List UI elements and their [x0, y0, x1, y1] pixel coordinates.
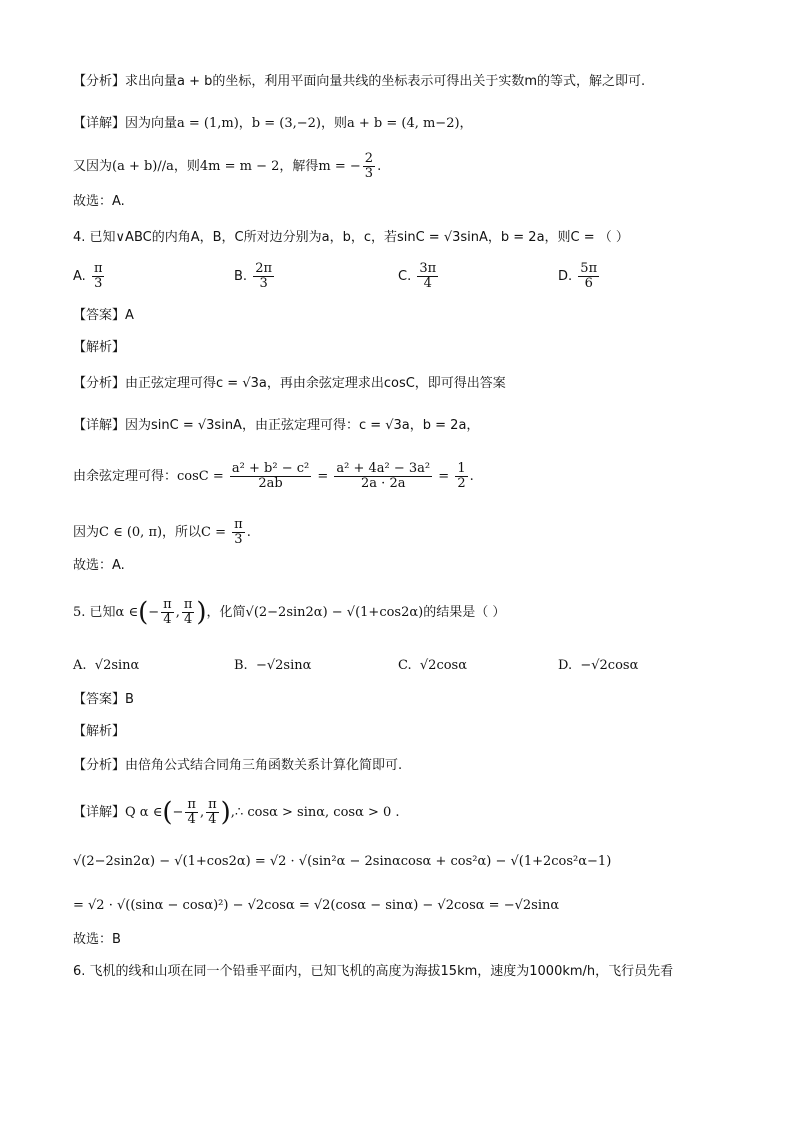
- q5-work-line2: = √2 · √((sinα − cosα)²) − √2cosα = √2(cosα − sinα) − √2cosα = −√2sinα: [73, 898, 560, 913]
- q5-explanation-tag: 【解析】: [73, 724, 126, 739]
- q5-stem-frac-2: [182, 598, 195, 627]
- frac-den: 4: [417, 276, 438, 291]
- q4-choose: 故选：A.: [73, 558, 125, 573]
- frac-den: 3: [92, 276, 105, 291]
- q4-analysis: [73, 374, 506, 394]
- option-expr: √2cosα: [419, 658, 468, 673]
- cos-fraction-3: [455, 462, 467, 491]
- frac-den: 6: [578, 276, 599, 291]
- frac-den: 3: [253, 276, 274, 291]
- q5-work-line1: √(2−2sin2α) − √(1+cos2α) = √2 · √(sin²α − 2sinαcosα + cos²α) − √(1+2cos²α−1): [73, 854, 612, 869]
- q4-explanation-tag: 【解析】: [73, 340, 126, 355]
- frac-num: π: [93, 261, 103, 276]
- detail-tag: 【详解】: [73, 805, 126, 820]
- frac-num: 2: [364, 151, 374, 166]
- q5-stem-prefix: 5. 已知α ∈: [73, 605, 139, 620]
- option-label: D.: [558, 658, 573, 673]
- frac-den: 4: [183, 612, 193, 627]
- q3-detail-text: 因为向量a = (1,m)，b = (3,−2)，则a + b = (4, m−2)，: [125, 116, 473, 131]
- q5-stem-suffix: ，化简√(2−2sin2α) − √(1+cos2α)的结果是（ ）: [206, 605, 506, 620]
- option-label: D.: [558, 269, 573, 284]
- option-fraction: [417, 262, 438, 291]
- q4-cosine-line: 由余弦定理可得：cosC = $\frac{\text{a² + b² − c²}}{2ab}$ = $\frac{\text{a² + 4a² − 3a²}}{2a \cdot 2a}$ = $\frac{1}{2}$ .: [73, 461, 474, 491]
- frac-den: 4: [208, 812, 217, 827]
- q3-collinear-text: 又因为(a + b)//a，则4m = m − 2，解得m = −: [73, 159, 361, 174]
- q3-m-fraction: [363, 152, 375, 181]
- q4-option-c: [398, 262, 440, 291]
- q3-analysis-text: 求出向量a + b的坐标，利用平面向量共线的坐标表示可得出关于实数m的等式，解之即可.: [125, 74, 646, 89]
- q5-detail-frac-2: [206, 798, 219, 827]
- frac-num: π: [187, 797, 196, 812]
- q4-answer: [73, 306, 134, 326]
- frac-num: 3π: [419, 261, 437, 276]
- answer-tag: 【答案】: [73, 692, 126, 707]
- cos-fraction-2: [334, 462, 432, 491]
- q5-stem: 5. 已知α ∈(− $\frac{\pi}{4}$ , $\frac{\pi}{4}$ )，化简√(2−2sin2α) − √(1+cos2α)的结果是（ ）: [73, 597, 506, 628]
- analysis-tag: 【分析】: [73, 376, 126, 391]
- q5-detail-prefix: Q α ∈: [125, 805, 163, 820]
- option-label: A.: [73, 658, 87, 673]
- option-label: A.: [73, 269, 86, 284]
- cos-fraction-1: [230, 462, 311, 491]
- q5-stem-frac-1: [161, 598, 174, 627]
- option-label: C.: [398, 658, 412, 673]
- frac-num: π: [234, 517, 243, 532]
- option-expr: −√2cosα: [580, 658, 639, 673]
- q3-detail-line1: [73, 114, 473, 134]
- option-fraction: [92, 262, 105, 291]
- q5-option-c: [398, 656, 467, 676]
- q3-choose: 故选：A.: [73, 194, 125, 209]
- q3-detail-line2: 又因为(a + b)//a，则4m = m − 2，解得m = − $\frac{2}{3}$ .: [73, 151, 382, 181]
- option-label: B.: [234, 269, 248, 284]
- option-fraction: [578, 262, 599, 291]
- q4-detail-text: 因为sinC = √3sinA，由正弦定理可得：c = √3a，b = 2a，: [125, 418, 480, 433]
- q4-detail: [73, 416, 479, 436]
- q4-analysis-text: 由正弦定理可得c = √3a，再由余弦定理求出cosC，即可得出答案: [125, 376, 506, 391]
- answer-tag: 【答案】: [73, 308, 126, 323]
- q5-detail-suffix: ∴ cosα > sinα, cosα > 0 .: [234, 805, 400, 820]
- q4-option-b: [234, 262, 276, 291]
- frac-num: a² + 4a² − 3a²: [336, 461, 431, 476]
- q5-option-a: [73, 656, 139, 676]
- q5-option-d: [558, 656, 638, 676]
- q4-answer-value: A: [125, 308, 134, 323]
- frac-den: 2a · 2a: [361, 476, 406, 491]
- q6-stem: 6. 飞机的线和山项在同一个铅垂平面内，已知飞机的高度为海拔15km，速度为1000km/h，飞行员先看: [73, 964, 674, 979]
- q4-option-d: [558, 262, 601, 291]
- frac-den: 2ab: [258, 476, 283, 491]
- frac-den: 3: [364, 166, 374, 181]
- q5-analysis-text: 由倍角公式结合同角三角函数关系计算化简即可.: [125, 758, 403, 773]
- detail-tag: 【详解】: [73, 116, 126, 131]
- option-fraction: [253, 262, 274, 291]
- frac-num: π: [163, 597, 172, 612]
- option-expr: √2sinα: [94, 658, 140, 673]
- frac-den: 4: [163, 612, 172, 627]
- frac-num: 5π: [580, 261, 598, 276]
- q5-analysis: [73, 756, 402, 776]
- frac-num: a² + b² − c²: [231, 461, 310, 476]
- option-label: B.: [234, 658, 248, 673]
- analysis-tag: 【分析】: [73, 758, 126, 773]
- q5-option-b: [234, 656, 311, 676]
- detail-tag: 【详解】: [73, 418, 126, 433]
- analysis-tag: 【分析】: [73, 74, 126, 89]
- frac-num: 1: [457, 461, 466, 476]
- frac-den: 4: [187, 812, 196, 827]
- q5-answer: [73, 690, 134, 710]
- q5-detail: 【详解】Q α ∈(− $\frac{\pi}{4}$ , $\frac{\pi}{4}$ ),∴ cosα > sinα, cosα > 0 .: [73, 797, 400, 828]
- frac-num: 2π: [255, 261, 273, 276]
- range-prefix: 因为C ∈ (0, π)，所以C =: [73, 525, 227, 540]
- frac-num: π: [183, 597, 193, 612]
- cos-prefix: 由余弦定理可得：cosC =: [73, 469, 224, 484]
- option-label: C.: [398, 269, 412, 284]
- q5-choose: 故选：B: [73, 932, 121, 947]
- q5-detail-frac-1: [185, 798, 198, 827]
- frac-num: π: [208, 797, 217, 812]
- q5-answer-value: B: [125, 692, 134, 707]
- frac-den: 3: [234, 532, 243, 547]
- q4-range-line: 因为C ∈ (0, π)，所以C = $\frac{\pi}{3}$ .: [73, 517, 251, 547]
- q4-option-a: [73, 262, 106, 291]
- frac-den: 2: [457, 476, 466, 491]
- q3-analysis: [73, 72, 645, 92]
- option-expr: −√2sinα: [255, 658, 312, 673]
- q4-stem: 4. 已知∨ABC的内角A，B，C所对边分别为a，b，c，若sinC = √3sinA，b = 2a，则C = （ ）: [73, 230, 629, 245]
- range-fraction: [232, 518, 245, 547]
